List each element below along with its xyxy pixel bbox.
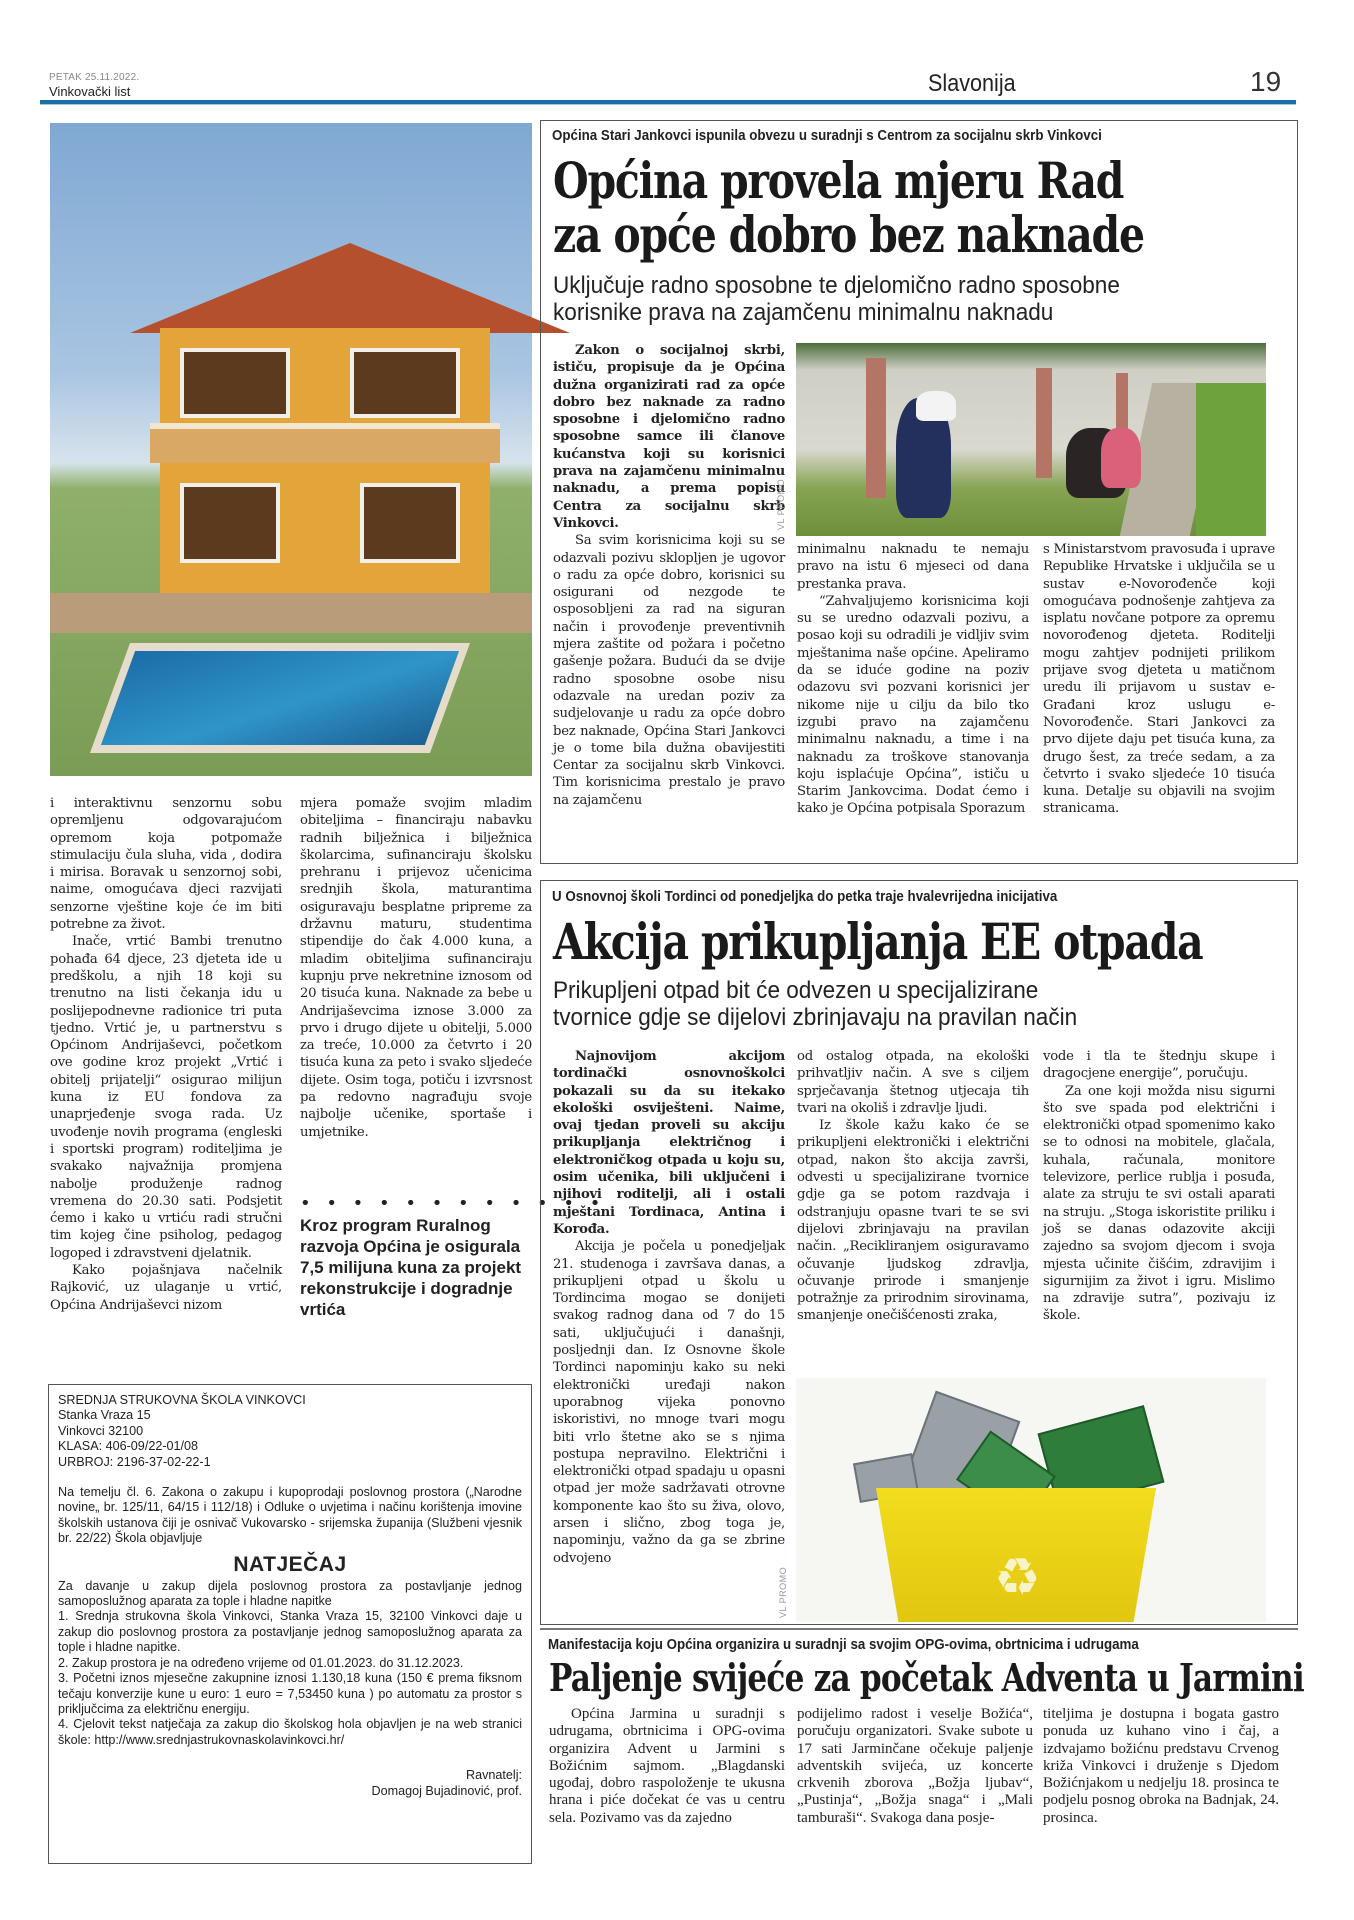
header-rule-light	[40, 104, 1296, 105]
photo-credit: VL PROMO	[778, 1566, 788, 1618]
paragraph: vode i tla te štednju skupe i dragocjene energije”, poručuju.	[1043, 1049, 1275, 1082]
school-address	[58, 1393, 522, 1470]
paragraph: titeljima je dostupna i bogata gastro ponuda uz kuhano vino i čaj, a izdvajamo božićnu predstavu Crvenog križa Vinkovci i druženje s Djedom Božićnjakom u nedjelju 18. prosinca te podjelu posnog obroka na Badnjak, 24. prosinca.	[1043, 1706, 1279, 1826]
workers-photo	[796, 343, 1266, 536]
article-2-deck-line-1: Prikupljeni otpad bit će odvezen u specijalizirane	[553, 977, 1039, 1004]
article-1-headline-line-2: za opće dobro bez naknade	[553, 205, 1144, 264]
article-3-kicker: Manifestacija koju Općina organizira u suradnji sa svojim OPG-ovima, obrtnicima i udrugama	[548, 1637, 1139, 1653]
deck-shape	[50, 593, 532, 633]
issue-date: PETAK 25.11.2022.	[49, 72, 140, 83]
article-3-headline: Paljenje svijeće za početak Adventa u Jarmini	[549, 1655, 1304, 1700]
article-1-kicker: Općina Stari Jankovci ispunila obvezu u suradnji s Centrom za socijalnu skrb Vinkovci	[552, 128, 1102, 144]
paragraph: Akcija je počela u ponedjeljak 21. studenoga i završava danas, a prikupljeni otpad u školu u Tordincima mogao se donijeti svakog radnog dana od 7 do 15 sati, uključujući i današnji, posljednji dan. Iz Osnovne škole Tordinci napominju kako su neki elektronički uređaji nakon uporabnog vijeka ponovno iskoristivi, no mnoge tvari mogu biti vrlo štetne ako se s njima postupa nepravilno. Električni i elektronički otpad spadaju u opasni otpad jer može sadržavati otrovne komponente kao što su živa, olovo, arsen i slično, zbog toga je, napominju, važno da ga se zbrine odvojeno	[553, 1239, 785, 1566]
tender-item: 2. Zakup prostora je na određeno vrijeme od 01.01.2023. do 31.12.2023.	[58, 1655, 464, 1670]
window-shape	[350, 348, 460, 418]
article-2-column-1	[553, 1048, 785, 1567]
window-shape	[180, 348, 290, 418]
page-number: 19	[1250, 66, 1282, 97]
article-1-headline-line-1: Općina provela mjeru Rad	[553, 151, 1124, 210]
ewaste-bin-photo	[796, 1378, 1266, 1622]
article-3-column-3	[1043, 1706, 1279, 1827]
address-line: Stanka Vraza 15	[58, 1408, 151, 1423]
balcony-shape	[150, 423, 500, 463]
pool-shape	[90, 643, 470, 753]
legal-intro: Na temelju čl. 6. Zakona o zakupu i kupoprodaji poslovnog prostora („Narodne novine„ br. 125/11, 64/15 i 112/18) i Odluke o uvjetima i načinu korištenja imovine školskih ustanova čiji je osnivač Vukovarsko - srijemska županija (Službeni vjesnik br. 22/22) Škola objavljuje	[58, 1485, 522, 1546]
article-3-column-1	[549, 1706, 785, 1827]
address-line: SREDNJA STRUKOVNA ŠKOLA VINKOVCI	[58, 1393, 306, 1407]
tender-title: NATJEČAJ	[233, 1552, 347, 1576]
article-2-column-3	[1043, 1048, 1275, 1325]
paragraph: “Zahvaljujemo korisnicima koji su se uredno odazvali pozivu, a posao koji su odradili je vidljiv svim mještanima naše općine. Apeliramo da se iduće godine na poziv odazovu svi pozvani korisnici jer nikome nije u cilju da bilo tko izgubi pravo na zajamčenu minimalnu naknadu, a time i na naknadu za troškove stanovanja koju isplaćuje Općina”, ističu u Starim Jankovcima. Dodat ćemo i kako je Općina potpisala Sporazum	[797, 593, 1029, 817]
paragraph: podijelimo radost i veselje Božića“, poručuju organizatori. Svake subote u 17 sati Jarminčane očekuje paljenje adventskih svijeća, uz koncerte crkvenih zborova „Božja ljubav“, „Pustinja“, „Božja snaga“ i „Mali tamburaši“. Svakoga dana posje-	[797, 1706, 1033, 1826]
tender-subtitle: Za davanje u zakup dijela poslovnog prostora za postavljanje jednog samoposlužnog aparata za tople i hladne napitke	[58, 1578, 522, 1609]
article-1-column-3	[1043, 541, 1275, 818]
paragraph: minimalnu naknadu te nemaju pravo na istu 6 mjeseci od dana prestanka prava.	[797, 542, 1029, 592]
paragraph: mjera pomaže svojim mladim obiteljima – financiraju nabavku radnih bilježnica i bilježnica školarcima, sufinanciraju školsku prehranu i prijevoz učenicima srednjih škola, maturantima osiguravaju besplatne pripreme za državnu maturu, studentima stipendije do čak 4.000 kuna, a mladim obiteljima sufinanciraju kupnju prve nekretnine iznosom od 20 tisuća kuna. Naknade za bebe u Andrijaševcima iznose 3.000 za prvo i drugo dijete u obitelji, 5.000 za treće, 10.000 za četvrto i 20 tisuća kuna za peto i svako sljedeće dijete. Osim toga, potiču i izvrsnost pa redovno nagrađuju svoje najbolje učenike, sportaše i umjetnike.	[300, 796, 532, 1140]
signature-role: Ravnatelj:	[465, 1768, 522, 1783]
article-2-kicker: U Osnovnoj školi Tordinci od ponedjeljka do petka traje hvalevrijedna inicijativa	[552, 889, 1058, 905]
paragraph: Kako pojašnjava načelnik Rajković, uz ulaganje u vrtić, Općina Andrijaševci nizom	[50, 1263, 282, 1313]
person-shape	[1101, 428, 1141, 488]
address-line: URBROJ: 2196-37-02-22-1	[58, 1454, 211, 1469]
address-line: Vinkovci 32100	[58, 1423, 144, 1438]
paragraph: od ostalog otpada, na ekološki prihvatljiv način. A sve s ciljem sprječavanja štetnog utjecaja tih tvari na okoliš i zdravlje ljudi.	[797, 1049, 1029, 1116]
left-story-column-1	[50, 795, 282, 1314]
person-shape	[916, 391, 956, 421]
article-2-column-2	[797, 1048, 1029, 1325]
fence-pillar-shape	[866, 358, 886, 498]
recycle-icon: ♻	[994, 1548, 1041, 1608]
lead-paragraph: Zakon o socijalnoj skrbi, ističu, propisuje da je Općina dužna organizirati rad za opće dobro bez naknade za radno sposobne i djelomično radno sposobne samce ili članove kućanstva koji su korisnici prava na zajamčenu minimalnu naknadu, a prema popisu Centra za socijalnu skrb Vinkovci.	[553, 343, 785, 531]
paragraph: Općina Jarmina u suradnji s udrugama, obrtnicima i OPG-ovima organizira Advent u Jarmini s Božićnim sajmom. „Blagdanski ugođaj, dobro raspoloženje te ukusna hrana i piće dočekat će vas u centru sela. Pozivamo vas da zajedno	[549, 1706, 785, 1826]
signature	[58, 1768, 522, 1799]
newspaper-name: Vinkovački list	[49, 84, 131, 99]
article-3-column-2	[797, 1706, 1033, 1827]
photo-credit: VL PROMO	[776, 478, 786, 530]
address-line: KLASA: 406-09/22-01/08	[58, 1439, 199, 1454]
house-rendering-image	[50, 123, 532, 776]
window-shape	[180, 483, 280, 563]
fence-pillar-shape	[1036, 368, 1052, 478]
window-shape	[360, 483, 460, 563]
paragraph: Iz škole kažu kako će se prikupljeni elektronički i električni otpad, nakon što akcija završi, odvesti u specijalizirane tvornice gdje ga se potom razdvaja i odstranjuju opasne tvari te se svi dijelovi zbrinjavaju na pravilan način. „Recikliranjem osiguravamo očuvanje ljudskog zdravlja, očuvanje prirode i smanjenje potražnje za prirodnim sirovinama, smanjenje onečišćenosti zraka,	[797, 1118, 1029, 1324]
tender-notice-ad	[48, 1384, 532, 1864]
paragraph: s Ministarstvom pravosuđa i uprave Republike Hrvatske i uključila se u sustav e-Novorođenče koji omogućava podnošenje zahtjeva za isplatu novčane potpore za opremu novorođenog djeteta. Roditelji mogu zahtjev podnijeti prilikom prijave svog djeteta u matičnom uredu ili prijavom u sustav e-Građani kroz uslugu e-Novorođenče. Stari Jankovci za prvo dijete daju pet tisuća kuna, za drugo šest, za treće sedam, a za četvrto i svako sljedeće 10 tisuća kuna. Detalje su objavili na svojim stranicama.	[1043, 542, 1275, 817]
article-2-headline: Akcija prikupljanja EE otpada	[553, 912, 1203, 971]
paragraph: Sa svim korisnicima koji su se odazvali pozivu sklopljen je ugovor o radu za opće dobro, korisnici su osigurani od nezgode te osposobljeni za rad na siguran način i provođenje preventivnih mjera zaštite od požara i početno gašenje požara. Budući da se dvije radno sposobne osobe nisu odazvale na uredan poziv za sudjelovanje u radu za opće dobro bez naknade, Općina Stari Jankovci je o tome bila dužna obavijestiti Centar za socijalnu skrb Vinkovci. Tim korisnicima prestalo je pravo na zajamčenu	[553, 533, 785, 808]
article-1-column-2	[797, 541, 1029, 818]
paragraph: Inače, vrtić Bambi trenutno pohađa 64 djece, 23 djeteta ide u predškolu, a njih 18 koji su trenutno na listi čekanja idu u poslijepodnevne radionice tri puta tjedno. Vrtić je, u partnerstvu s Općinom Andrijaševci, početkom ove godine kroz projekt „Vrtić i obitelj prijatelji“ osigurao milijun kuna iz EU fondova za unaprjeđenje svoga rada. Uz uvođenje novih programa (engleski i sportski program) roditeljima je svakako najvažnija promjena nabolje produženje radnog vremena do 20.30 sati. Podsjetit ćemo i kako u vrtiću radi stručni tim kojeg čine psiholog, pedagog logoped i zdravstveni djelatnik.	[50, 934, 282, 1261]
section-title: Slavonija	[928, 70, 1016, 97]
article-1-deck-line-1: Uključuje radno sposobne te djelomično radno sposobne	[553, 272, 1120, 299]
tender-item: 3. Početni iznos mjesečne zakupnine iznosi 1.130,18 kuna (150 € prema fiksnom tečaju konverzije kune u euro: 1 euro = 7,53450 kuna ) po automatu za prostor s priključcima za električnu energiju.	[58, 1671, 522, 1716]
dot-separator: • • • • • • • • • • • •	[300, 1193, 606, 1214]
paragraph: i interaktivnu senzornu sobu opremljenu odgovarajućom opremom koja potpomaže stimulaciju čula sluha, vida , dodira i mirisa. Boravak u senzornoj sobi, naime, omogućava djeci razvijati senzorne vještine koje će im biti potrebne za život.	[50, 796, 282, 933]
sidebar-headline: Kroz program Ruralnog razvoja Općina je osigurala 7,5 milijuna kuna za projekt rekonstrukcije i dogradnje vrtića	[300, 1216, 522, 1319]
signature-name: Domagoj Bujadinović, prof.	[371, 1783, 522, 1798]
grass-shape	[1196, 383, 1266, 536]
article-1-column-1	[553, 342, 785, 809]
roof-shape	[130, 243, 570, 333]
article-3-top-rule	[540, 1628, 1298, 1630]
left-story-column-2	[300, 795, 532, 1141]
tender-item: 4. Cjelovit tekst natječaja za zakup dio školskog hola objavljen je na web stranici škole: http://www.srednjastrukovnaskolavinkovci.hr/	[58, 1717, 522, 1747]
article-1-deck-line-2: korisnike prava na zajamčenu minimalnu naknadu	[553, 299, 1054, 326]
paragraph: Za one koji možda nisu sigurni što sve spada pod električni i elektronički otpad spomenimo kako se to odnosi na mobitele, glačala, kuhala, računala, monitore televizore, perlice rublja i posuđa, alate za struju te svi ostali aparati na struju. „Stoga iskoristite priliku i još se danas odazovite akciji zajedno sa svojom djecom i svoja mjesta učinite čišćim, zdravijim i sigurnijim za život i igru. Mislimo na zdravije sutra”, pozivaju iz škole.	[1043, 1083, 1275, 1324]
lead-paragraph: Najnovijom akcijom tordinački osnovnoškolci pokazali su da su itekako ekološki osviješteni. Naime, ovaj tjedan proveli su akciju prikupljanja električnog i elektroničkog otpada u koju su, osim učenika, bili uključeni i njihovi roditelji, ali i ostali mještani Tordinaca, Antina i Korođa.	[553, 1049, 785, 1237]
tender-item: 1. Srednja strukovna škola Vinkovci, Stanka Vraza 15, 32100 Vinkovci daje u zakup dio poslovnog prostora za postavljanje jednog samoposlužnog aparata za tople i hladne napitke.	[58, 1609, 522, 1655]
article-2-deck-line-2: tvornice gdje se dijelovi zbrinjavaju na pravilan način	[553, 1004, 1078, 1031]
